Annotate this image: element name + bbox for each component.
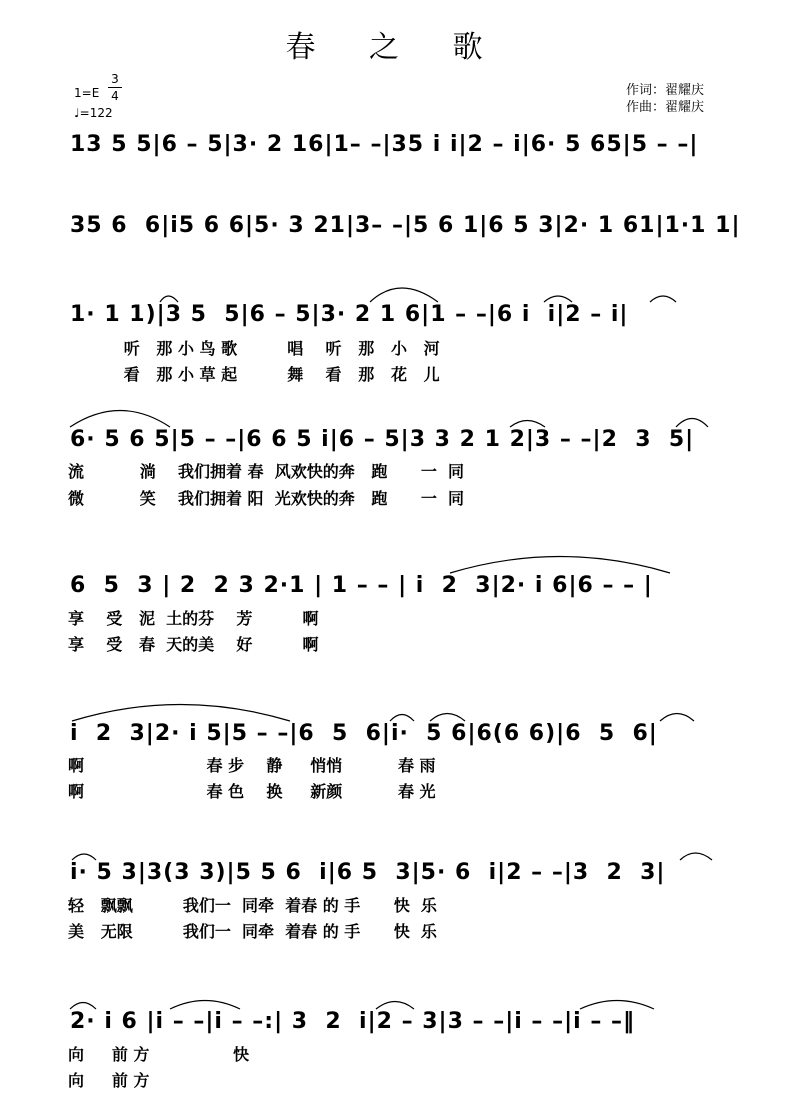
notation-row: i 2 3|2· i 5|5 – –|6 5 6|i· 5 6|6(6 6)|6 5 6|: [70, 721, 658, 746]
slur-mark: [450, 557, 670, 574]
notation-row: 1· 1 1)|3 5 5|6 – 5|3· 2 1 6|1 – –|6 i i|2 – i|: [70, 302, 629, 327]
slur-mark: [660, 714, 694, 722]
slur-mark: [676, 419, 708, 428]
lyric-line-verse-2: 啊 春 色 换 新颜 春 光: [68, 782, 436, 801]
time-signature: [108, 72, 122, 103]
lyric-line-verse-1: 啊 春 步 静 悄悄 春 雨: [68, 756, 436, 775]
time-signature-bottom: 4: [111, 89, 119, 103]
slur-mark: [376, 1002, 414, 1010]
lyric-line-verse-2: 微 笑 我们拥着 阳 光欢快的奔 跑 一 同: [68, 489, 464, 508]
time-signature-top: 3: [111, 72, 119, 86]
lyric-line-verse-2: 美 无限 我们一 同牵 着春 的 手 快 乐: [68, 922, 437, 941]
lyric-line-verse-2: 享 受 春 天的美 好 啊: [68, 635, 319, 654]
notation-row: 6· 5 6 5|5 – –|6 6 5 i|6 – 5|3 3 2 1 2|3 – –|2 3 5|: [70, 427, 695, 452]
composer-credit: 作曲：翟耀庆: [626, 100, 705, 115]
notation-row: 13 5 5|6 – 5|3· 2 16|1– –|35 i i|2 – i|6· 5 65|5 – –|: [70, 132, 699, 157]
slur-mark: [580, 1001, 654, 1010]
notation-row: 35 6 6|i5 6 6|5· 3 21|3– –|5 6 1|6 5 3|2· 1 61|1·1 1|: [70, 213, 741, 238]
slur-mark: [430, 714, 465, 722]
slur-mark: [650, 296, 676, 302]
time-signature-divider: [108, 87, 122, 88]
song-title: 春 之 歌: [285, 30, 505, 65]
lyric-line-verse-1: 向 前 方 快: [68, 1045, 249, 1064]
notation-row: 2· i 6 |i – –|i – –:| 3 2 i|2 – 3|3 – –|i – –|i – –‖: [70, 1009, 635, 1034]
slur-mark: [70, 411, 170, 428]
slur-mark: [72, 705, 290, 722]
tempo-marking: ♩=122: [74, 106, 113, 120]
notation-row: 6 5 3 | 2 2 3 2·1 | 1 – – | i 2 3|2· i 6|6 – – |: [70, 573, 653, 598]
lyric-line-verse-2: 看 那 小 草 起 舞 看 那 花 儿: [68, 365, 440, 384]
slur-mark: [370, 288, 438, 302]
lyric-line-verse-1: 轻 飘飘 我们一 同牵 着春 的 手 快 乐: [68, 896, 437, 915]
lyricist-credit: 作词：翟耀庆: [626, 83, 705, 98]
notation-row: i· 5 3|3(3 3)|5 5 6 i|6 5 3|5· 6 i|2 – –|3 2 3|: [70, 860, 666, 885]
lyric-line-verse-1: 享 受 泥 土的芬 芳 啊: [68, 609, 319, 628]
key-signature: 1=E: [74, 86, 100, 100]
slur-mark: [170, 1001, 240, 1010]
lyric-line-verse-2: 向 前 方: [68, 1071, 150, 1090]
credits: [626, 82, 704, 116]
lyric-line-verse-1: 听 那 小 鸟 歌 唱 听 那 小 河: [68, 339, 440, 358]
slur-mark: [680, 853, 712, 860]
lyric-line-verse-1: 流 淌 我们拥着 春 风欢快的奔 跑 一 同: [68, 462, 464, 481]
